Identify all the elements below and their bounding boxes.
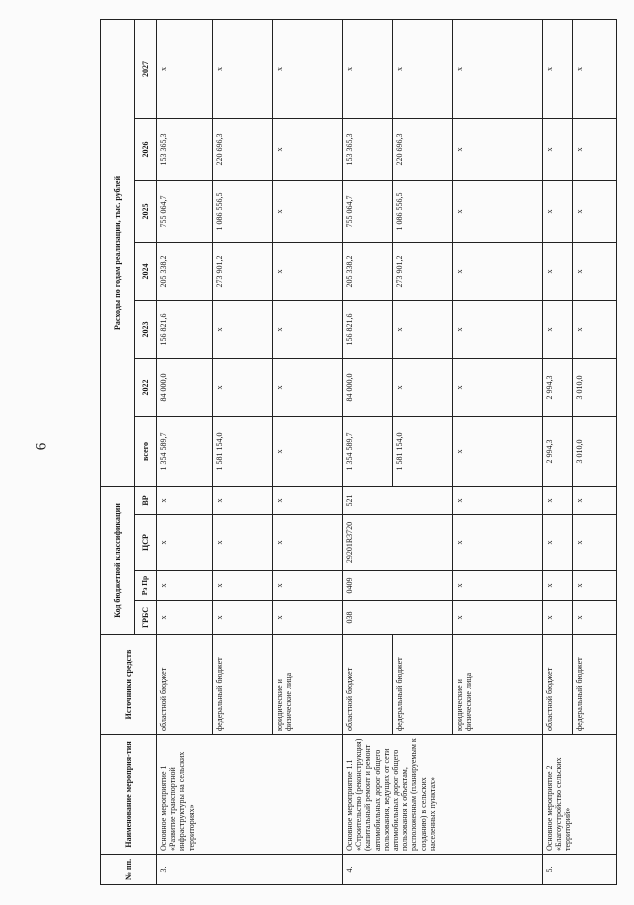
y2026-cell: 153 365,3 — [157, 118, 213, 180]
header-csr: ЦСР — [135, 515, 157, 571]
y2022-cell: х — [393, 358, 453, 416]
y2023-cell: х — [213, 300, 273, 358]
header-2025: 2025 — [135, 180, 157, 242]
y2024-cell: 205 338,2 — [157, 242, 213, 300]
header-num: № пп. — [101, 855, 157, 885]
y2025-cell: х — [273, 180, 343, 242]
header-vr: ВР — [135, 486, 157, 514]
csr-cell: х — [273, 515, 343, 571]
rzpr-cell: х — [157, 571, 213, 601]
csr-cell: 29201R3720 — [343, 515, 453, 571]
grbs-cell: х — [453, 601, 543, 635]
y2027-cell: х — [453, 19, 543, 118]
csr-cell: х — [573, 515, 617, 571]
y2023-cell: 156 821,6 — [157, 300, 213, 358]
y2022-cell: 84 000,0 — [343, 358, 393, 416]
grbs-cell: х — [573, 601, 617, 635]
total-cell: 1 581 154,0 — [393, 416, 453, 486]
grbs-cell: х — [157, 601, 213, 635]
y2027-cell: х — [573, 19, 617, 118]
header-rzpr: Рз Пр — [135, 571, 157, 601]
y2022-cell: х — [453, 358, 543, 416]
total-cell: 3 010,0 — [573, 416, 617, 486]
rzpr-cell: х — [453, 571, 543, 601]
y2023-cell: х — [273, 300, 343, 358]
y2024-cell: х — [543, 242, 573, 300]
total-cell: 1 354 589,7 — [343, 416, 393, 486]
y2024-cell: 205 338,2 — [343, 242, 393, 300]
y2023-cell: х — [573, 300, 617, 358]
source-cell: областной бюджет — [543, 635, 573, 735]
vr-cell: х — [543, 486, 573, 514]
y2022-cell: 3 010,0 — [573, 358, 617, 416]
total-cell: 2 994,3 — [543, 416, 573, 486]
measure-name: Основное мероприятие 2 «Благоустройство сельских территорий» — [543, 735, 617, 855]
y2027-cell: х — [343, 19, 393, 118]
csr-cell: х — [157, 515, 213, 571]
y2027-cell: х — [273, 19, 343, 118]
row-number: 5. — [543, 855, 617, 885]
source-cell: федеральный бюджет — [573, 635, 617, 735]
page-number: 6 — [33, 442, 50, 451]
vr-cell: 521 — [343, 486, 453, 514]
y2022-cell: х — [213, 358, 273, 416]
rzpr-cell: 0409 — [343, 571, 453, 601]
header-2022: 2022 — [135, 358, 157, 416]
csr-cell: х — [543, 515, 573, 571]
csr-cell: х — [213, 515, 273, 571]
y2027-cell: х — [213, 19, 273, 118]
rzpr-cell: х — [273, 571, 343, 601]
source-cell: областной бюджет — [343, 635, 393, 735]
rzpr-cell: х — [573, 571, 617, 601]
header-classification: Код бюджетной классификации — [101, 486, 135, 634]
y2022-cell: 2 994,3 — [543, 358, 573, 416]
rotated-table-wrapper — [100, 20, 616, 885]
y2026-cell: 220 696,3 — [393, 118, 453, 180]
header-2026: 2026 — [135, 118, 157, 180]
measure-name: Основное мероприятие 1.1 «Строительство (реконструкция)(капитальный ремонт и ремонт автомобильных дорог общего пользования, ведущих от сети автомобильных дорог общего пользования к объектам, расположенным (планируемым к созданию) в сельских населенных пунктах» — [343, 735, 543, 855]
y2026-cell: х — [573, 118, 617, 180]
vr-cell: х — [157, 486, 213, 514]
y2024-cell: х — [273, 242, 343, 300]
source-cell: областной бюджет — [157, 635, 213, 735]
y2025-cell: х — [573, 180, 617, 242]
header-2023: 2023 — [135, 300, 157, 358]
total-cell: 1 581 154,0 — [213, 416, 273, 486]
header-2024: 2024 — [135, 242, 157, 300]
y2024-cell: 273 901,2 — [213, 242, 273, 300]
row-number: 4. — [343, 855, 543, 885]
rzpr-cell: х — [213, 571, 273, 601]
y2026-cell: 153 365,3 — [343, 118, 393, 180]
y2025-cell: х — [453, 180, 543, 242]
y2026-cell: х — [273, 118, 343, 180]
total-cell: х — [273, 416, 343, 486]
y2022-cell: 84 000,0 — [157, 358, 213, 416]
y2027-cell: х — [157, 19, 213, 118]
y2027-cell: х — [543, 19, 573, 118]
source-cell: юридические и физические лица — [453, 635, 543, 735]
header-grbs: ГРБС — [135, 601, 157, 635]
source-cell: федеральный бюджет — [393, 635, 453, 735]
grbs-cell: 038 — [343, 601, 453, 635]
table-row — [157, 19, 213, 884]
y2026-cell: х — [453, 118, 543, 180]
total-cell: 1 354 589,7 — [157, 416, 213, 486]
header-source: Источники средств — [101, 635, 157, 735]
y2022-cell: х — [273, 358, 343, 416]
source-cell: федеральный бюджет — [213, 635, 273, 735]
total-cell: х — [453, 416, 543, 486]
vr-cell: х — [273, 486, 343, 514]
header-total: всего — [135, 416, 157, 486]
grbs-cell: х — [273, 601, 343, 635]
y2025-cell: 1 086 556,5 — [393, 180, 453, 242]
vr-cell: х — [453, 486, 543, 514]
table-row — [543, 19, 573, 884]
y2025-cell: 755 064,7 — [157, 180, 213, 242]
y2025-cell: 755 064,7 — [343, 180, 393, 242]
y2023-cell: х — [453, 300, 543, 358]
y2027-cell: х — [393, 19, 453, 118]
table-row — [343, 19, 393, 884]
y2025-cell: х — [543, 180, 573, 242]
vr-cell: х — [213, 486, 273, 514]
grbs-cell: х — [543, 601, 573, 635]
budget-table — [100, 19, 617, 885]
row-number: 3. — [157, 855, 343, 885]
y2024-cell: х — [573, 242, 617, 300]
y2026-cell: х — [543, 118, 573, 180]
header-expenses: Расходы по годам реализации, тыс. рублей — [101, 19, 135, 486]
y2023-cell: х — [393, 300, 453, 358]
y2026-cell: 220 696,3 — [213, 118, 273, 180]
measure-name: Основное мероприятие 1 «Развитие транспортной инфраструктуры на сельских территориях» — [157, 735, 343, 855]
y2023-cell: 156 821,6 — [343, 300, 393, 358]
rzpr-cell: х — [543, 571, 573, 601]
csr-cell: х — [453, 515, 543, 571]
y2024-cell: 273 901,2 — [393, 242, 453, 300]
y2025-cell: 1 086 556,5 — [213, 180, 273, 242]
y2023-cell: х — [543, 300, 573, 358]
grbs-cell: х — [213, 601, 273, 635]
vr-cell: х — [573, 486, 617, 514]
header-2027: 2027 — [135, 19, 157, 118]
source-cell: юридические и физические лица — [273, 635, 343, 735]
y2024-cell: х — [453, 242, 543, 300]
header-name: Наименование мероприя-тия — [101, 735, 157, 855]
